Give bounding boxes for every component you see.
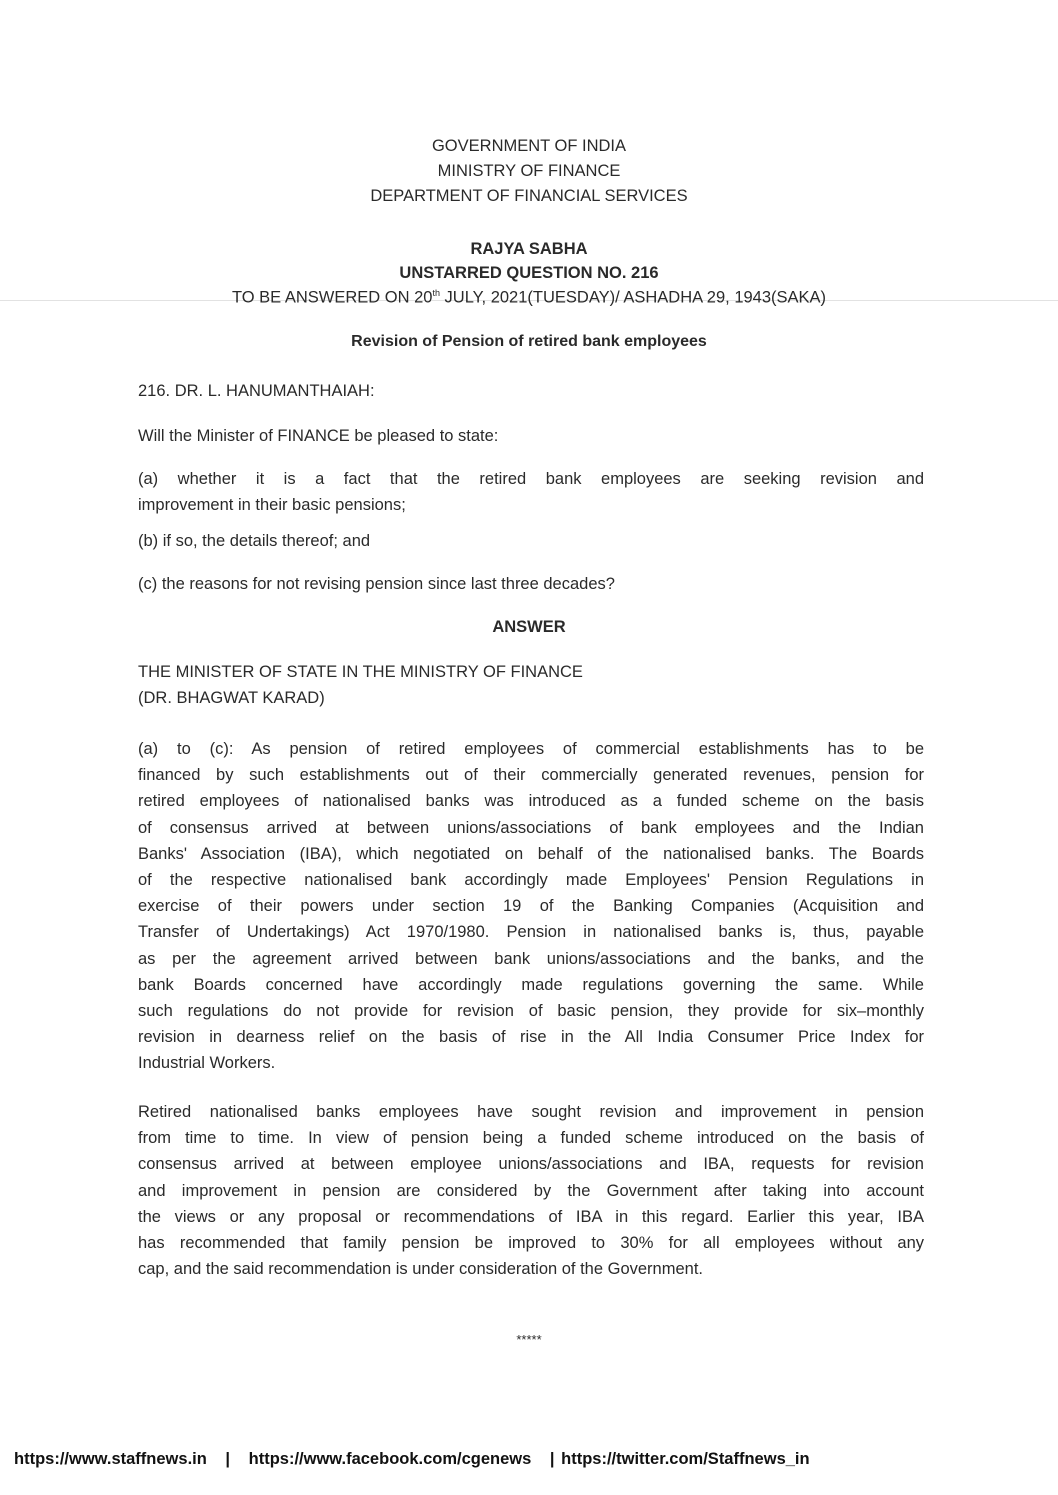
answer-paragraph-2 (138, 1099, 924, 1282)
question-intro: Will the Minister of FINANCE be pleased to state: (138, 427, 499, 445)
minister-name: (DR. BHAGWAT KARAD) (138, 689, 325, 707)
text-line: Industrial Workers. (138, 1054, 276, 1073)
text-line: Retired nationalised banks employees have sought revision and improvement in pension (138, 1103, 924, 1121)
text-line: from time to time. In view of pension being a funded scheme introduced on the basis of (138, 1129, 924, 1148)
question-c: (c) the reasons for not revising pension since last three decades? (138, 575, 615, 593)
question-a (138, 466, 924, 518)
footer-separator: | (225, 1450, 231, 1468)
answer-heading: ANSWER (492, 618, 566, 636)
text-line: consensus arrived at between employee unions/associations and IBA, requests for revision (138, 1155, 924, 1174)
end-mark: ***** (516, 1332, 542, 1347)
text-line: (a) whether it is a fact that the retired bank employees are seeking revision and (138, 470, 924, 488)
text-line: of consensus arrived at between unions/associations of bank employees and the Indian (138, 818, 924, 837)
date-suffix: th (432, 288, 440, 298)
text-line: such regulations do not provide for revision of basic pension, they provide for six–monthly (138, 1001, 924, 1020)
question-b: (b) if so, the details thereof; and (138, 532, 371, 550)
footer-links (14, 1450, 824, 1469)
text-line: exercise of their powers under section 19 of the Banking Companies (Acquisition and (138, 897, 924, 916)
text-line: has recommended that family pension be improved to 30% for all employees without any (138, 1233, 924, 1252)
footer-link-website[interactable]: https://www.staffnews.in (14, 1450, 207, 1468)
footer-link-facebook[interactable]: https://www.facebook.com/cgenews (248, 1450, 532, 1468)
footer-separator: | (549, 1450, 555, 1468)
text-line: as per the agreement arrived between bank unions/associations and the banks, and the (138, 949, 924, 968)
text-line: improvement in their basic pensions; (138, 496, 406, 515)
text-line: bank Boards concerned have accordingly made regulations governing the same. While (138, 975, 924, 994)
text-line: the views or any proposal or recommendations of IBA in this regard. Earlier this year, IBA (138, 1207, 924, 1226)
text-line: of the respective nationalised bank accordingly made Employees' Pension Regulations in (138, 870, 924, 889)
text-line: Transfer of Undertakings) Act 1970/1980. Pension in nationalised banks is, thus, payable (138, 923, 924, 942)
text-line: cap, and the said recommendation is under consideration of the Government. (138, 1260, 703, 1279)
text-line: retired employees of nationalised banks was introduced as a funded scheme on the basis (138, 792, 924, 811)
text-line: Banks' Association (IBA), which negotiated on behalf of the nationalised banks. The Boards (138, 844, 924, 863)
text-line: revision in dearness relief on the basis of rise in the All India Consumer Price Index for (138, 1028, 924, 1047)
answer-date (0, 288, 1058, 308)
date-text-rest: JULY, 2021(TUESDAY)/ ASHADHA 29, 1943(SAKA) (439, 288, 827, 307)
asker: 216. DR. L. HANUMANTHAIAH: (138, 382, 375, 400)
subject-title: Revision of Pension of retired bank employees (351, 333, 707, 350)
header-ministry: MINISTRY OF FINANCE (437, 162, 621, 180)
footer-link-twitter[interactable]: https://twitter.com/Staffnews_in (561, 1450, 810, 1468)
text-line: financed by such establishments out of their commercially generated revenues, pension for (138, 766, 924, 785)
date-text: TO BE ANSWERED ON 20 (231, 288, 433, 307)
header-department: DEPARTMENT OF FINANCIAL SERVICES (370, 187, 688, 205)
answer-paragraph-1 (138, 736, 924, 1076)
minister-title: THE MINISTER OF STATE IN THE MINISTRY OF FINANCE (138, 663, 583, 681)
house-title: RAJYA SABHA (470, 240, 588, 258)
text-line: (a) to (c): As pension of retired employees of commercial establishments has to be (138, 740, 924, 758)
header-government: GOVERNMENT OF INDIA (431, 137, 627, 155)
text-line: and improvement in pension are considered by the Government after taking into account (138, 1181, 924, 1200)
question-number: UNSTARRED QUESTION NO. 216 (399, 264, 659, 282)
